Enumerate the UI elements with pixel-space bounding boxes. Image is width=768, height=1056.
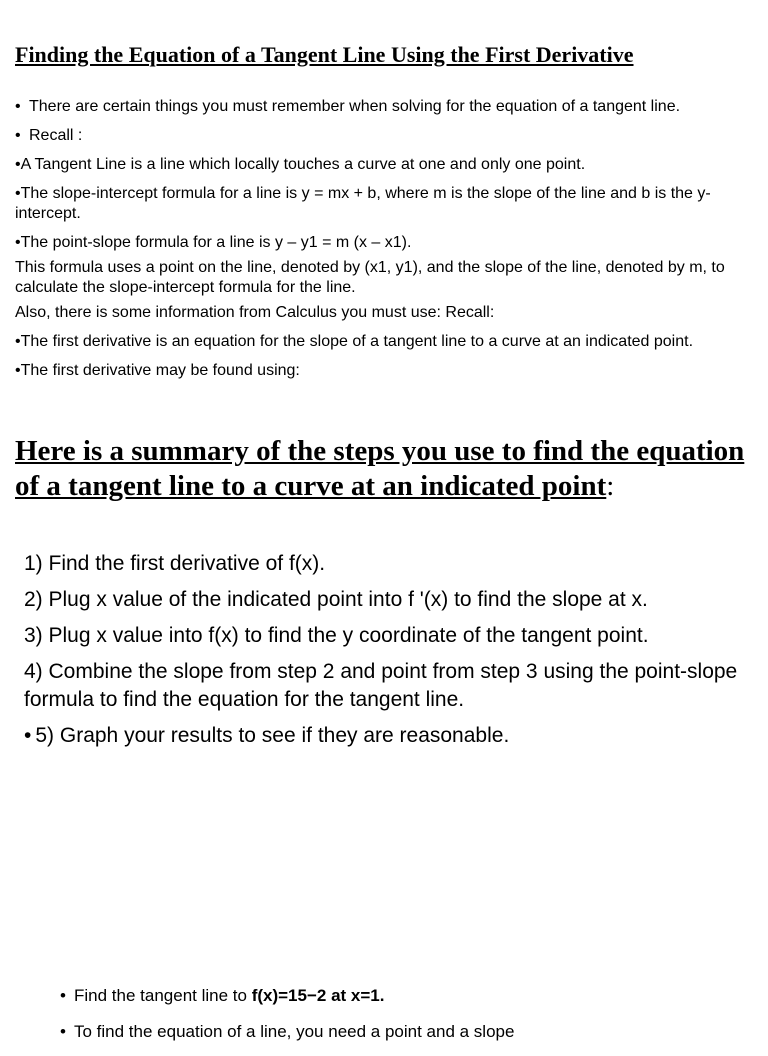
note-item bbox=[15, 126, 750, 146]
bullet-icon: • bbox=[15, 156, 21, 173]
notes-section bbox=[15, 97, 750, 390]
bullet-icon: • bbox=[60, 1022, 66, 1041]
example-section bbox=[60, 984, 760, 1056]
bullet-icon: • bbox=[15, 333, 21, 350]
step-item: 2) Plug x value of the indicated point into f '(x) to find the slope at x. bbox=[24, 588, 648, 611]
step-item: 4) Combine the slope from step 2 and point from step 3 using the point-slope formula to find the equation for the tangent line. bbox=[24, 660, 738, 711]
bullet-icon: • bbox=[15, 185, 21, 202]
summary-heading-text: Here is a summary of the steps you use to find the equation of a tangent line to a curve at an indicated point bbox=[15, 435, 745, 502]
example-item bbox=[60, 984, 760, 1008]
bullet-icon: • bbox=[15, 234, 21, 251]
example-text: Find the tangent line to bbox=[74, 986, 252, 1005]
bullet-icon: • bbox=[15, 362, 21, 379]
note-text: This formula uses a point on the line, denoted by (x1, y1), and the slope of the line, denoted by m, to calculate the slope-intercept formula for the line. bbox=[15, 259, 725, 296]
step-text: 5) Graph your results to see if they are reasonable. bbox=[35, 724, 510, 747]
bullet-icon: • bbox=[24, 724, 32, 747]
example-text: To find the equation of a line, you need a point and a slope bbox=[74, 1022, 515, 1041]
bullet-icon: • bbox=[15, 98, 21, 115]
note-text: The point-slope formula for a line is y – y1 = m (x – x1). bbox=[20, 234, 412, 251]
summary-heading-colon: : bbox=[606, 470, 615, 502]
note-item bbox=[15, 258, 750, 298]
note-text: The first derivative may be found using: bbox=[20, 362, 300, 379]
note-item bbox=[15, 303, 750, 323]
bullet-icon: • bbox=[60, 986, 66, 1005]
bullet-icon: • bbox=[15, 127, 21, 144]
note-text: The slope-intercept formula for a line is y = mx + b, where m is the slope of the line and b is the y-intercept. bbox=[15, 185, 711, 222]
note-item bbox=[15, 332, 750, 352]
note-item bbox=[15, 184, 750, 224]
note-text: A Tangent Line is a line which locally touches a curve at one and only one point. bbox=[20, 156, 586, 173]
page-title: Finding the Equation of a Tangent Line Using the First Derivative bbox=[15, 42, 634, 67]
summary-heading bbox=[15, 434, 755, 504]
step-item: 3) Plug x value into f(x) to find the y coordinate of the tangent point. bbox=[24, 624, 649, 647]
note-text: Also, there is some information from Calculus you must use: Recall: bbox=[15, 304, 495, 321]
note-text: There are certain things you must remember when solving for the equation of a tangent line. bbox=[29, 98, 681, 115]
note-item bbox=[15, 361, 750, 381]
note-item bbox=[15, 97, 750, 117]
step-item: 1) Find the first derivative of f(x). bbox=[24, 552, 326, 575]
note-text: The first derivative is an equation for the slope of a tangent line to a curve at an indicated point. bbox=[20, 333, 694, 350]
note-item bbox=[15, 155, 750, 175]
note-text: Recall : bbox=[29, 127, 83, 144]
step-item bbox=[24, 722, 759, 750]
note-item bbox=[15, 233, 750, 253]
example-item bbox=[60, 1020, 760, 1044]
steps-list bbox=[24, 550, 759, 758]
example-function: f(x)=15−2 at x=1. bbox=[251, 986, 385, 1005]
